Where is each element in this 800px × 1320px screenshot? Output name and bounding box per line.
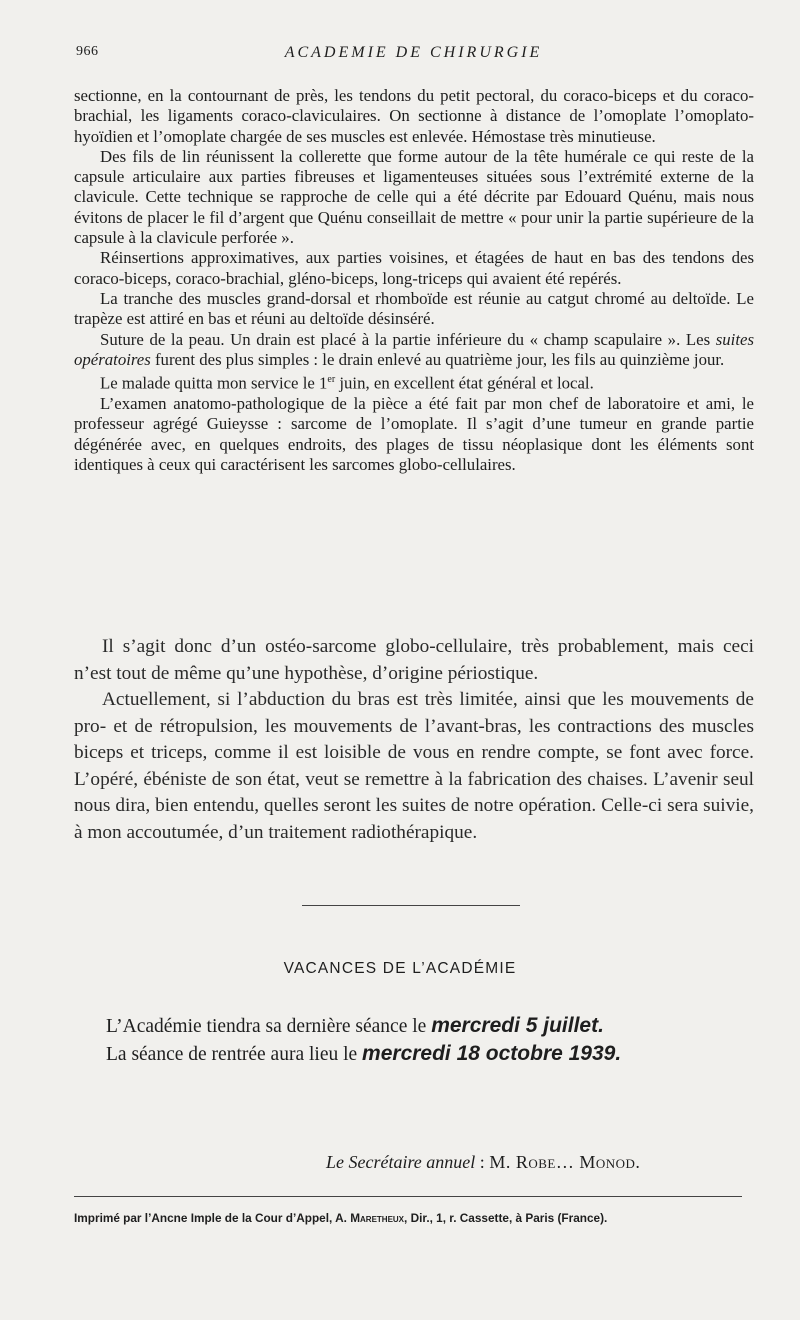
- paragraph-3: Réinsertions approximatives, aux parties voisines, et étagées de haut en bas des tendons des coraco-biceps, coraco-brachial, gléno-biceps, long-triceps qui avaient été repérés.: [74, 248, 754, 288]
- page-number: 966: [76, 44, 99, 59]
- secretary-role: Le Secrétaire annuel: [326, 1152, 476, 1172]
- reopening-date: mercredi 18 octobre 1939.: [362, 1042, 622, 1065]
- paragraph-1: sectionne, en la contournant de près, les tendons du petit pectoral, du coraco-biceps et du coraco-brachial, les ligaments coraco-claviculaires. On sectionne à distance de l’omoplate l’omoplato-hyoïdien et l’omoplate chargée de ses muscles est enlevée. Hémostase très minutieuse.: [74, 86, 754, 146]
- imprint-end: , Dir., 1, r. Cassette, à Paris (France).: [404, 1211, 608, 1225]
- case-report-text: [74, 86, 754, 475]
- section-divider: [302, 905, 520, 906]
- imprint-director: Maretheux: [350, 1211, 405, 1225]
- last-session-text: L’Académie tiendra sa dernière séance le: [106, 1016, 432, 1037]
- paragraph-6-superscript: er: [327, 374, 336, 386]
- vacances-heading: VACANCES DE L’ACADÉMIE: [283, 960, 517, 977]
- paragraph-6: [74, 370, 754, 394]
- imprint-start: Imprimé par l’Ancne Imple de la Cour d’Appel, A.: [74, 1211, 351, 1225]
- running-title: ACADEMIE DE CHIRURGIE: [284, 44, 543, 61]
- paragraph-7: L’examen anatomo-pathologique de la pièce a été fait par mon chef de laboratoire et ami, le professeur agrégé Guieysse : sarcome de l’omoplate. Il s’agit d’une tumeur en grande partie dégénérée avec, en quelques endroits, des plages de tissu néoplasique dont les éléments sont identiques à ceux qui caractérisent les sarcomes globo-cellulaires.: [74, 394, 754, 474]
- paragraph-5-start: Suture de la peau. Un drain est placé à la partie inférieure du « champ scapulaire ». Les: [100, 329, 716, 349]
- paragraph-2: Des fils de lin réunissent la collerette que forme autour de la tête humérale ce qui reste de la capsule articulaire aux parties fibreuses et ligamenteuses situées sous l’extrémité externe de la clavicule. Cette technique se rapproche de celle qui a été décrite par Edouard Quénu, mais nous évitons de placer le fil d’argent que Quénu conseillait de mettre « pour unir la partie supérieure de la capsule à la clavicule perforée ».: [74, 146, 754, 248]
- signature-separator: :: [475, 1152, 490, 1172]
- paragraph-5-end: furent des plus simples : le drain enlevé au quatrième jour, les fils au quinzième jour.: [150, 349, 725, 369]
- page-header: [76, 44, 751, 64]
- paragraph-5: [74, 330, 754, 371]
- paragraph-4: La tranche des muscles grand-dorsal et rhomboïde est réunie au catgut chromé au deltoïde. Le trapèze est attiré en bas et réuni au deltoïde désinséré.: [74, 288, 754, 329]
- conclusion-text: [74, 634, 754, 846]
- paragraph-6-start: Le malade quitta mon service le 1: [100, 373, 328, 393]
- last-session-notice: [106, 1014, 786, 1038]
- reopening-notice: [106, 1042, 786, 1066]
- signature-line: [326, 1152, 640, 1173]
- footer-rule: [74, 1196, 742, 1197]
- conclusion-paragraph-1: Il s’agit donc d’un ostéo-sarcome globo-cellulaire, très probablement, mais ceci n’est tout de même qu’une hypothèse, d’origine périostique.: [74, 636, 754, 684]
- paragraph-5-italic: suites opératoires: [74, 329, 754, 369]
- printer-imprint: [74, 1211, 754, 1225]
- reopening-text: La séance de rentrée aura lieu le: [106, 1044, 363, 1065]
- conclusion-paragraph-2: Actuellement, si l’abduction du bras est très limitée, ainsi que les mouvements de pro- et de rétropulsion, les mouvements de l’avant-bras, les contractions des muscles biceps et triceps, comme il est loisible de vous en rendre compte, se font avec force. L’opéré, ébéniste de son état, veut se remettre à la fabrication des chaises. L’avenir seul nous dira, bien entendu, quelles seront les suites de notre opération. Celle-ci sera suivie, à mon accoutumée, d’un traitement radiothérapique.: [74, 689, 754, 843]
- paragraph-6-end: juin, en excellent état général et local.: [335, 373, 594, 393]
- secretary-name: M. Robe… Monod.: [489, 1152, 641, 1172]
- last-session-date: mercredi 5 juillet.: [431, 1014, 604, 1037]
